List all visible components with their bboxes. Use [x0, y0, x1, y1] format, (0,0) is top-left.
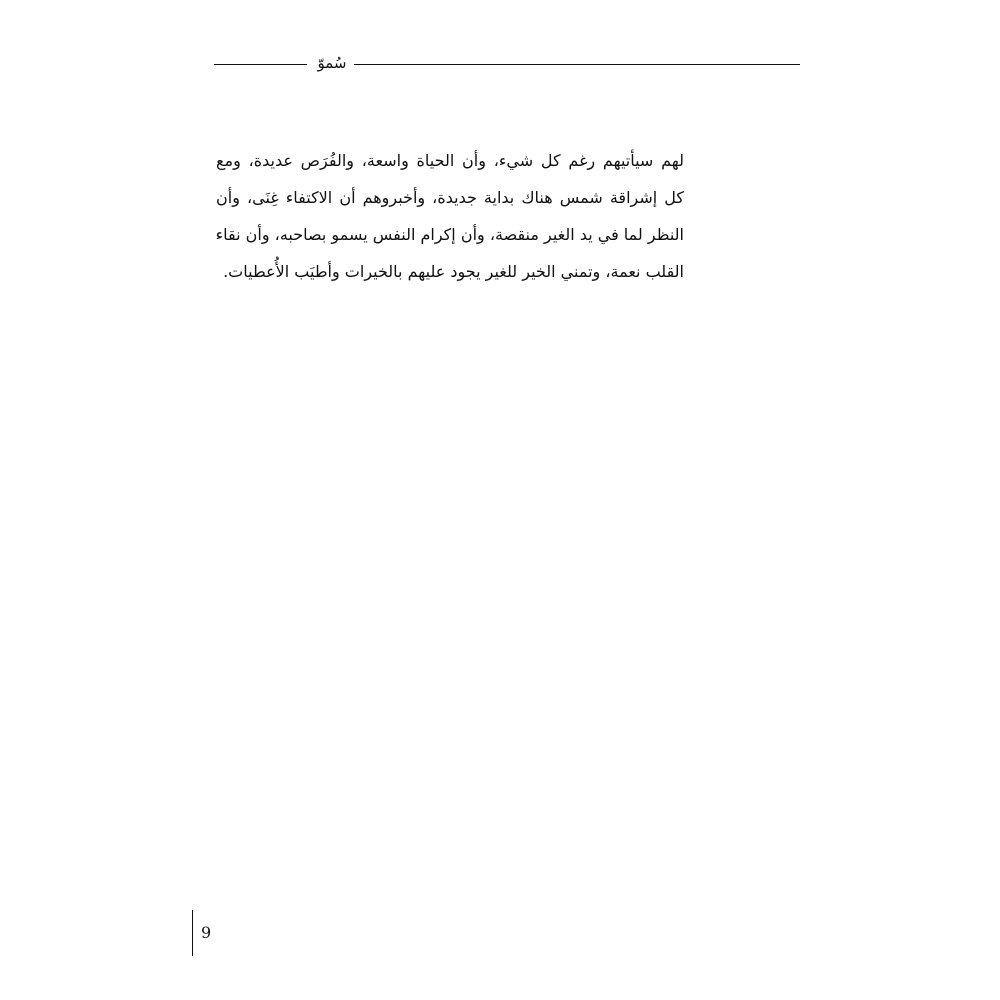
running-title: سُموّ — [317, 54, 347, 72]
folio-rule — [192, 910, 193, 956]
running-header — [214, 52, 800, 76]
header-rule-right — [354, 64, 800, 65]
page-folio — [192, 910, 232, 956]
paragraph-line-4: القلب نعمة، وتمني الخير للغير يجود عليهم بالخيرات وأطيَب الأُعطيات. — [223, 262, 684, 281]
paragraph-line-2: كل إشراقة شمس هناك بداية جديدة، وأخبروهم أن الاكتفاء غِنَى، وأن — [216, 188, 684, 207]
paragraph-line-1: لهم سيأتيهم رغم كل شيء، وأن الحياة واسعة، والفُرَص عديدة، ومع — [216, 151, 684, 170]
page-number: 9 — [201, 923, 212, 942]
header-rule-left — [214, 64, 307, 65]
paragraph-line-3: النظر لما في يد الغير منقصة، وأن إكرام النفس يسمو بصاحبه، وأن نقاء — [215, 225, 684, 244]
body-paragraph — [216, 142, 684, 290]
